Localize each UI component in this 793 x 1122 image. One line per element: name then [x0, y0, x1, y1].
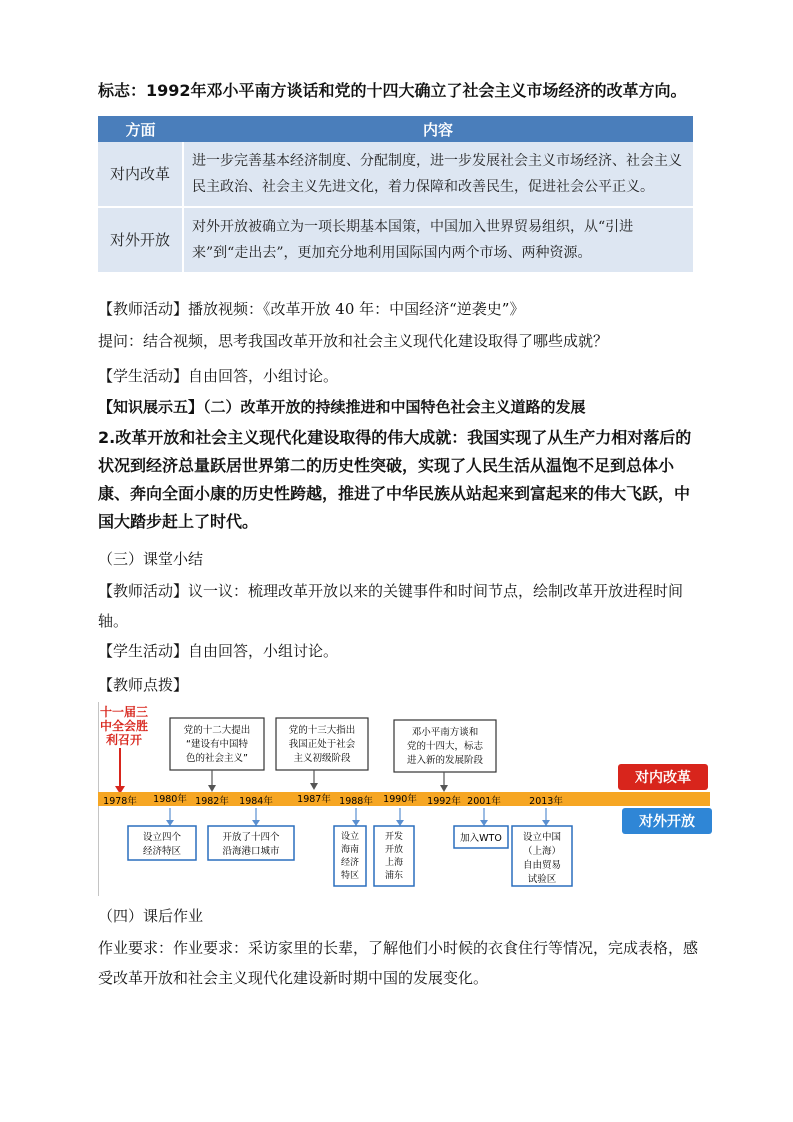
event-box-pudong [374, 826, 414, 886]
event-text: 经济 [340, 858, 360, 868]
svg-text:党的十三大指出: 党的十三大指出 [288, 725, 356, 736]
event-text: 浦东 [384, 871, 404, 881]
homework-heading: （四）课后作业 [98, 907, 204, 925]
event-box-14th-congress [394, 720, 496, 792]
table-cell-aspect: 对外开放 [98, 207, 183, 272]
event-text: 开发 [384, 832, 404, 842]
event-box-12th-congress [170, 718, 264, 792]
student-activity-1: 【学生活动】自由回答，小组讨论。 [98, 367, 339, 385]
svg-text:对内改革: 对内改革 [635, 770, 691, 786]
teacher-guidance: 【教师点拨】 [98, 676, 189, 694]
bottom-arrow-heads [166, 820, 550, 826]
event-box-special-zones [128, 826, 196, 860]
svg-text:党的十四大，标志: 党的十四大，标志 [406, 741, 484, 752]
svg-text:对外开放: 对外开放 [639, 814, 695, 830]
teacher-activity-1: 【教师活动】播放视频：《改革开放 40 年：中国经济“逆袭史”》 [98, 300, 525, 318]
svg-text:设立四个: 设立四个 [142, 832, 182, 843]
svg-text:“建设有中国特: “建设有中国特 [186, 739, 248, 750]
year-label: 1982年 [195, 796, 229, 807]
event-box-wto [454, 826, 508, 848]
event-box-13th-congress [276, 718, 368, 790]
event-text: 海南 [340, 845, 360, 855]
svg-text:试验区: 试验区 [527, 874, 557, 885]
domestic-reform-label [618, 764, 708, 790]
table-header-content: 内容 [183, 116, 693, 142]
table-cell-aspect: 对内改革 [98, 142, 183, 207]
svg-text:自由贸易: 自由贸易 [522, 860, 562, 871]
homework-text: 作业要求：作业要求：采访家里的长辈，了解他们小时候的衣食住行等情况，完成表格，感受改革开放和社会主义现代化建设新时期中国的发展变化。 [98, 939, 699, 987]
table-cell-content: 对外开放被确立为一项长期基本国策，中国加入世界贸易组织，从“引进来”到“走出去”，更加充分地利用国际国内两个市场、两种资源。 [183, 207, 693, 272]
question-text: 提问：结合视频，思考我国改革开放和社会主义现代化建设取得了哪些成就？ [98, 332, 609, 350]
reform-table [98, 116, 693, 272]
svg-text:经济特区: 经济特区 [142, 846, 182, 857]
svg-text:我国正处于社会: 我国正处于社会 [288, 739, 356, 750]
svg-text:设立中国: 设立中国 [522, 832, 562, 843]
plenum-label-1: 十一届三 [99, 705, 149, 719]
achievement-text: 2.改革开放和社会主义现代化建设取得的伟大成就：我国实现了从生产力相对落后的状况到经济总量跃居世界第二的历史性突破，实现了人民生活从温饱不足到总体小康、奔向全面小康的历史性跨越，推进了中华民族从站起来到富起来的伟大飞跃，中国大踏步赶上了时代。 [98, 428, 692, 531]
event-text: 开放 [384, 845, 404, 855]
svg-text:邓小平南方谈和: 邓小平南方谈和 [411, 727, 479, 738]
svg-text:色的社会主义”: 色的社会主义” [186, 753, 248, 764]
plenum-label-3: 利召开 [105, 733, 143, 747]
knowledge-heading: 【知识展示五】（二）改革开放的持续推进和中国特色社会主义道路的发展 [98, 398, 586, 416]
plenum-label-2: 中全会胜 [99, 719, 149, 733]
event-box-hainan-zone [334, 826, 366, 886]
bottom-arrows [170, 808, 546, 822]
event-box-shanghai-ftz [512, 826, 572, 886]
table-row [98, 142, 693, 207]
table-header-aspect: 方面 [98, 116, 183, 142]
intro-text: 标志：1992年邓小平南方谈话和党的十四大确立了社会主义市场经济的改革方向。 [98, 81, 687, 100]
year-label: 1988年 [339, 796, 373, 807]
svg-text:沿海港口城市: 沿海港口城市 [222, 846, 280, 857]
event-text: 设立 [340, 832, 360, 842]
year-label: 1980年 [153, 794, 187, 805]
svg-text:加入WTO: 加入WTO [460, 833, 502, 844]
year-label: 1987年 [297, 794, 331, 805]
svg-text:开放了十四个: 开放了十四个 [222, 832, 280, 843]
svg-text:主义初级阶段: 主义初级阶段 [293, 753, 351, 764]
event-box-coastal-cities [208, 826, 294, 860]
reform-timeline [98, 700, 718, 896]
year-label: 1978年 [103, 796, 137, 807]
year-label: 2013年 [529, 796, 563, 807]
svg-text:进入新的发展阶段: 进入新的发展阶段 [406, 755, 484, 766]
table-row [98, 207, 693, 272]
event-text: 上海 [384, 858, 404, 868]
teacher-activity-2: 【教师活动】议一议：梳理改革开放以来的关键事件和时间节点，绘制改革开放进程时间轴。 [98, 582, 684, 630]
year-label: 2001年 [467, 796, 501, 807]
student-activity-2: 【学生活动】自由回答，小组讨论。 [98, 642, 339, 660]
year-label: 1992年 [427, 796, 461, 807]
table-cell-content: 进一步完善基本经济制度、分配制度，进一步发展社会主义市场经济、社会主义民主政治、社会主义先进文化，着力保障和改善民生，促进社会公平正义。 [183, 142, 693, 207]
summary-heading: （三）课堂小结 [98, 550, 204, 568]
opening-up-label [622, 808, 712, 834]
event-text: 特区 [340, 871, 360, 881]
year-label: 1984年 [239, 796, 273, 807]
svg-text:（上海）: （上海） [522, 846, 562, 857]
year-label: 1990年 [383, 794, 417, 805]
svg-text:党的十二大提出: 党的十二大提出 [183, 725, 251, 736]
